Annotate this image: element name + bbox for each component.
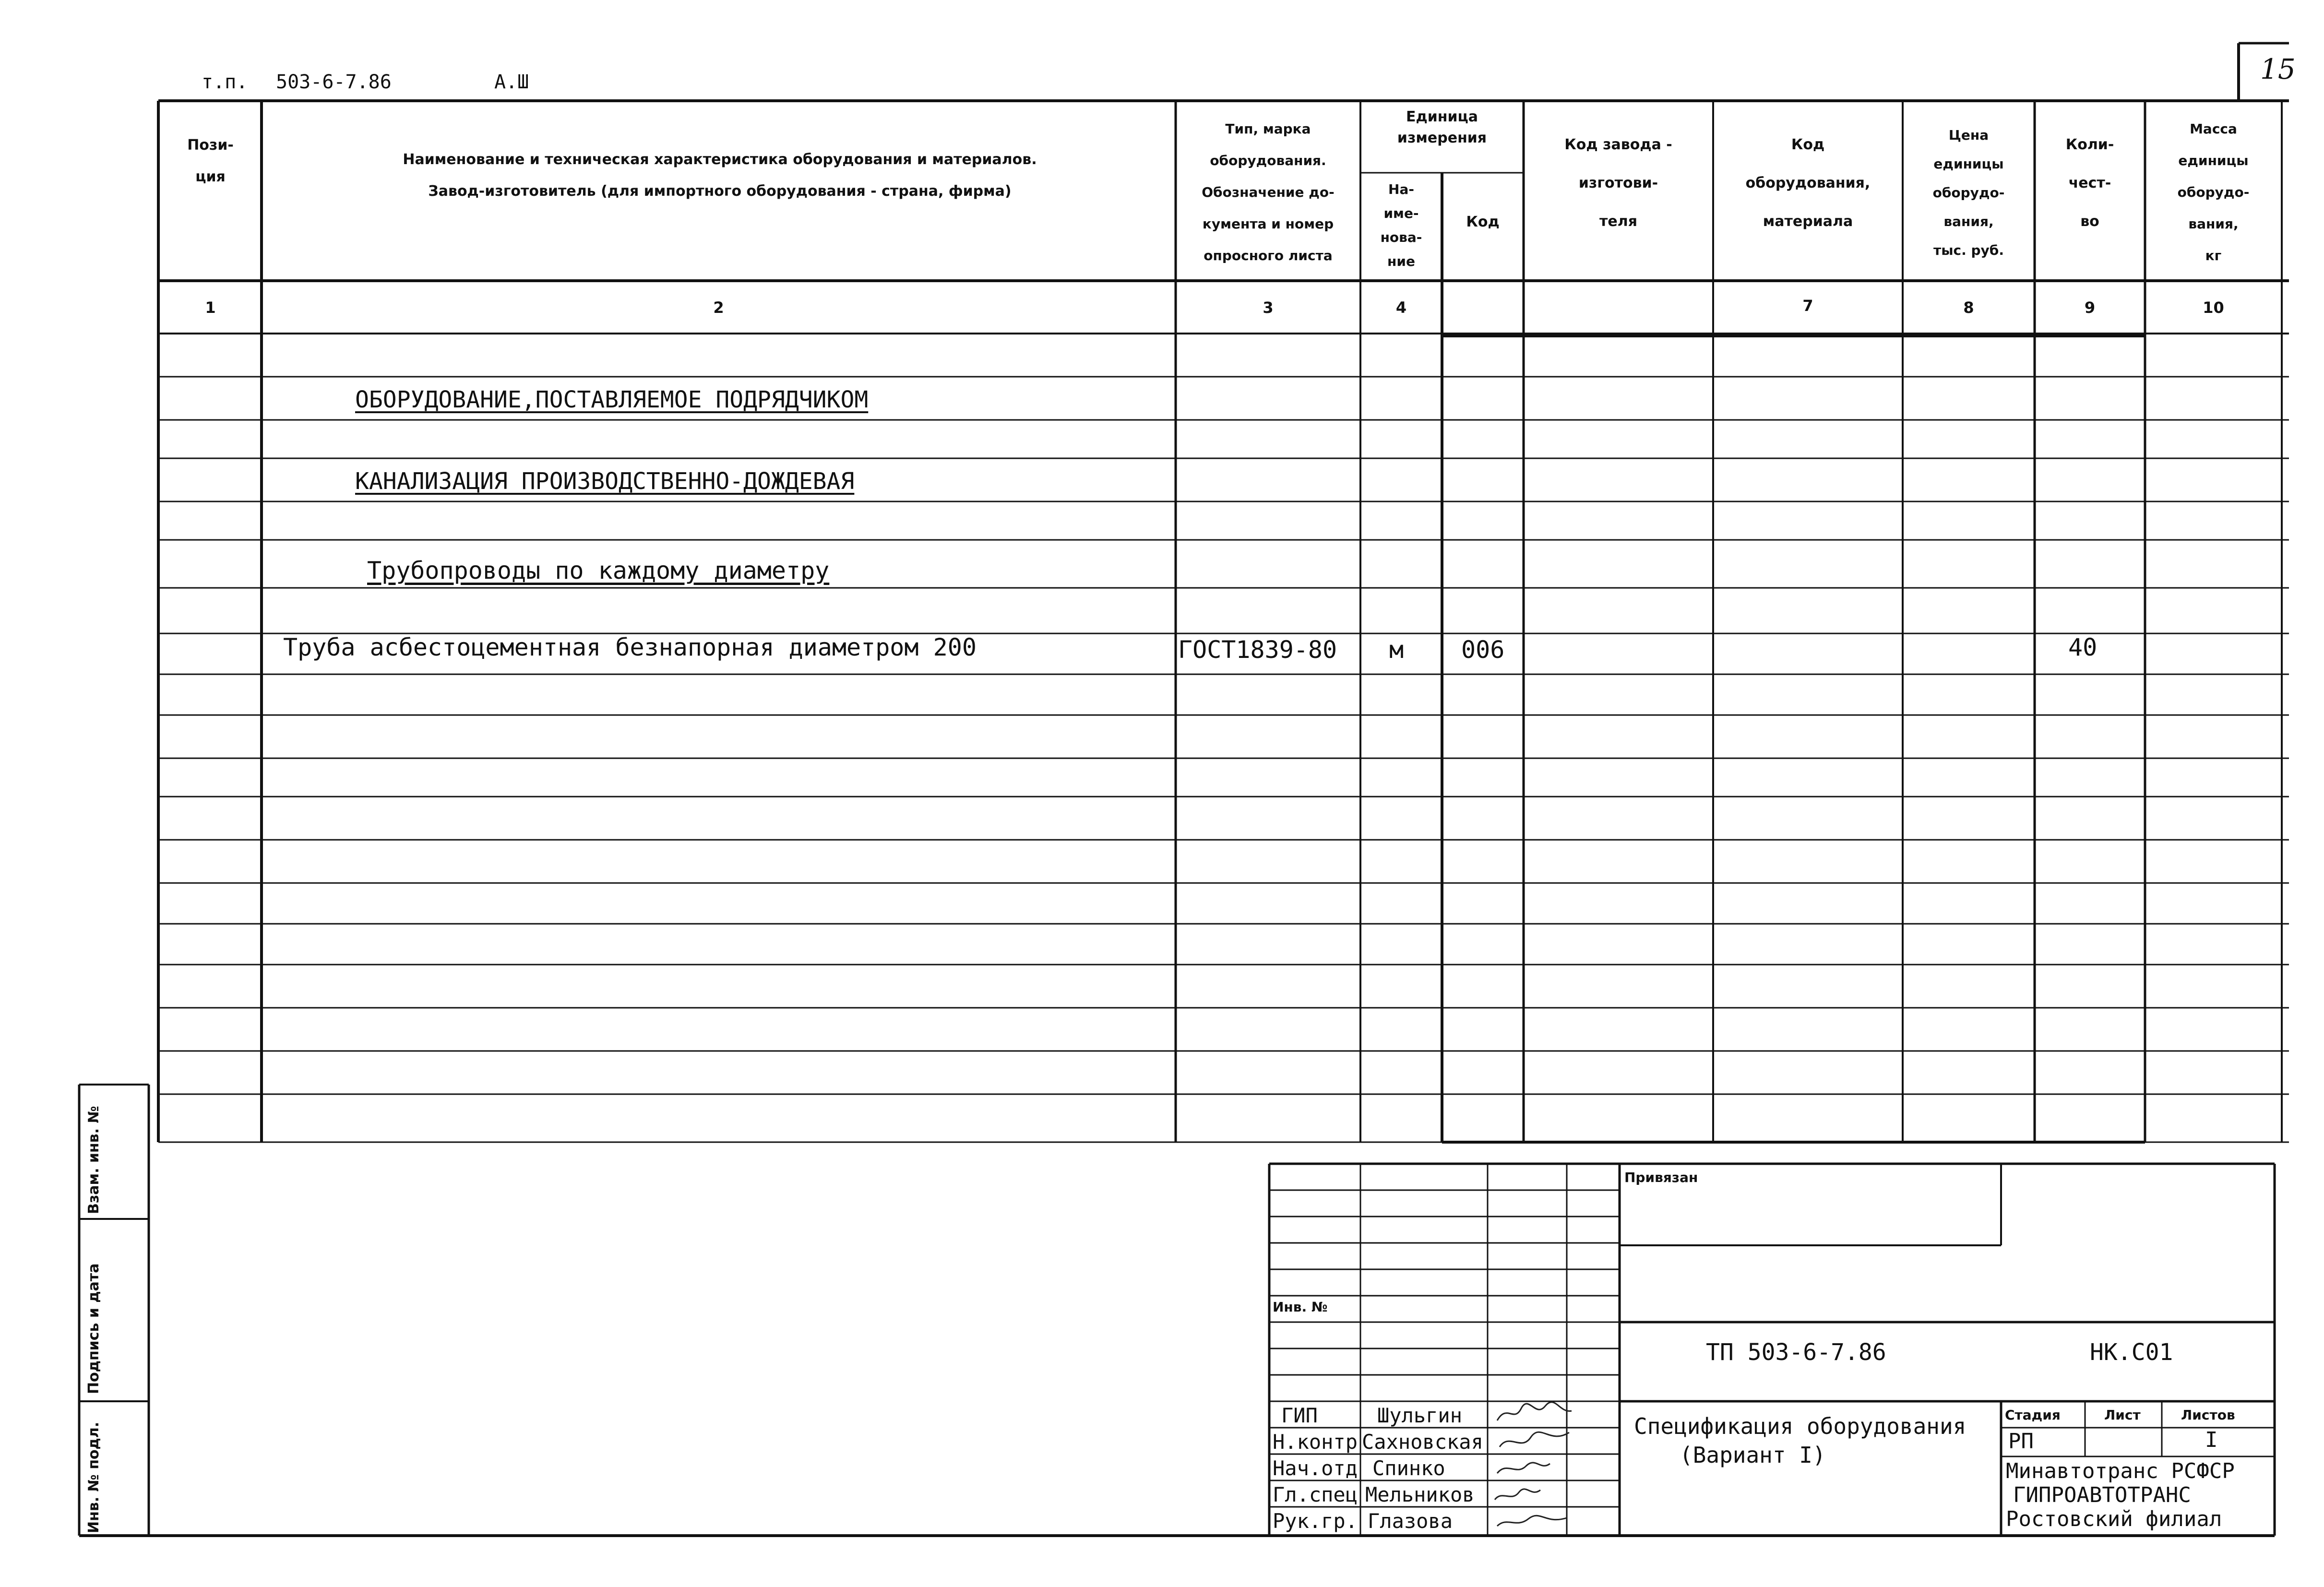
sig-role-glspec: Гл.спец — [1273, 1483, 1358, 1506]
tb-designation: ТП 503-6-7.86 — [1706, 1339, 1886, 1366]
section-heading-pipelines: Трубопроводы по каждому диаметру — [367, 557, 830, 585]
tb-inv-no: Инв. № — [1273, 1299, 1328, 1315]
header-col-factory-code: Код завода - изготови- теля — [1564, 136, 1672, 230]
sig-name-nachotd: Спинко — [1372, 1456, 1445, 1480]
col-number-4: 4 — [1395, 298, 1407, 317]
sig-role-gip: ГИП — [1281, 1404, 1318, 1427]
header-col-8: Цена единицы оборудо- вания, тыс. руб. — [1932, 127, 2005, 258]
album-label: А.Ш — [494, 71, 529, 93]
col-number-8: 8 — [1963, 298, 1974, 317]
tb-org-line2: ГИПРОАВТОТРАНС — [2013, 1483, 2191, 1507]
header-col-1: Пози- ция — [187, 137, 234, 185]
item-name: Труба асбестоцементная безнапорная диаметром 200 — [283, 633, 977, 661]
section-heading-sewerage: КАНАЛИЗАЦИЯ ПРОИЗВОДСТВЕННО-ДОЖДЕВАЯ — [355, 468, 855, 495]
page-number: 15 — [2260, 53, 2296, 85]
tb-privyazan: Привязан — [1624, 1169, 1698, 1185]
section-heading-equipment: ОБОРУДОВАНИЕ,ПОСТАВЛЯЕМОЕ ПОДРЯДЧИКОМ — [355, 386, 869, 413]
tb-org-line3: Ростовский филиал — [2006, 1507, 2222, 1531]
col-number-10: 10 — [2203, 298, 2224, 317]
tb-stage: РП — [2008, 1429, 2034, 1454]
sig-role-rukgr: Рук.гр. — [1273, 1509, 1358, 1533]
side-label-signature-date: Подпись и дата — [85, 1263, 102, 1394]
col-number-2: 2 — [713, 298, 724, 317]
tb-sheets-label: Листов — [2181, 1407, 2235, 1423]
sig-name-nkontr: Сахновская — [1362, 1430, 1483, 1454]
col-number-7: 7 — [1802, 297, 1813, 315]
item-unit-code: 006 — [1461, 636, 1505, 664]
sheet-marker: т.п. — [202, 71, 248, 93]
header-col-3: Тип, марка оборудования. Обозначение до- кумента и номер опросного листа — [1202, 121, 1335, 263]
tb-sheet-label: Лист — [2104, 1407, 2141, 1423]
tb-title-line1: Спецификация оборудования — [1634, 1413, 1966, 1439]
header-col-9: Коли- чест- во — [2065, 136, 2114, 230]
sig-role-nachotd: Нач.отд — [1273, 1456, 1358, 1480]
tb-sheets: I — [2205, 1428, 2218, 1452]
side-label-inv-podl: Инв. № подл. — [85, 1421, 102, 1533]
sig-role-nkontr: Н.контр — [1273, 1430, 1358, 1454]
col-number-1: 1 — [205, 298, 216, 317]
handwritten-signatures — [1488, 1399, 1584, 1536]
item-unit: м — [1389, 636, 1404, 664]
header-col-2: Наименование и техническая характеристика оборудования и материалов. Завод-изготовитель (для импортного оборудования - страна, фирма) — [403, 151, 1037, 200]
tb-stage-label: Стадия — [2005, 1407, 2061, 1423]
col-number-9: 9 — [2084, 298, 2096, 317]
tb-sheet-code: НК.С01 — [2090, 1339, 2173, 1366]
item-type: ГОСТ1839-80 — [1178, 636, 1337, 664]
header-col-4: На- име- нова- ние — [1380, 181, 1422, 269]
tb-title-line2: (Вариант I) — [1680, 1442, 1826, 1468]
header-col-unit-code: Код — [1466, 214, 1500, 230]
sig-name-glspec: Мельников — [1365, 1483, 1475, 1506]
tb-org-line1: Минавтотранс РСФСР — [2006, 1459, 2235, 1483]
header-unit-group: Единица измерения — [1397, 108, 1487, 146]
doc-code-top: 503-6-7.86 — [276, 71, 392, 93]
header-col-10: Масса единицы оборудо- вания, кг — [2177, 121, 2250, 263]
sig-name-rukgr: Глазова — [1368, 1509, 1453, 1533]
col-number-3: 3 — [1263, 298, 1274, 317]
side-label-vzam-inv: Взам. инв. № — [85, 1106, 102, 1214]
sig-name-gip: Шульгин — [1377, 1404, 1463, 1427]
header-col-7: Код оборудования, материала — [1745, 136, 1871, 230]
item-quantity: 40 — [2068, 633, 2098, 661]
